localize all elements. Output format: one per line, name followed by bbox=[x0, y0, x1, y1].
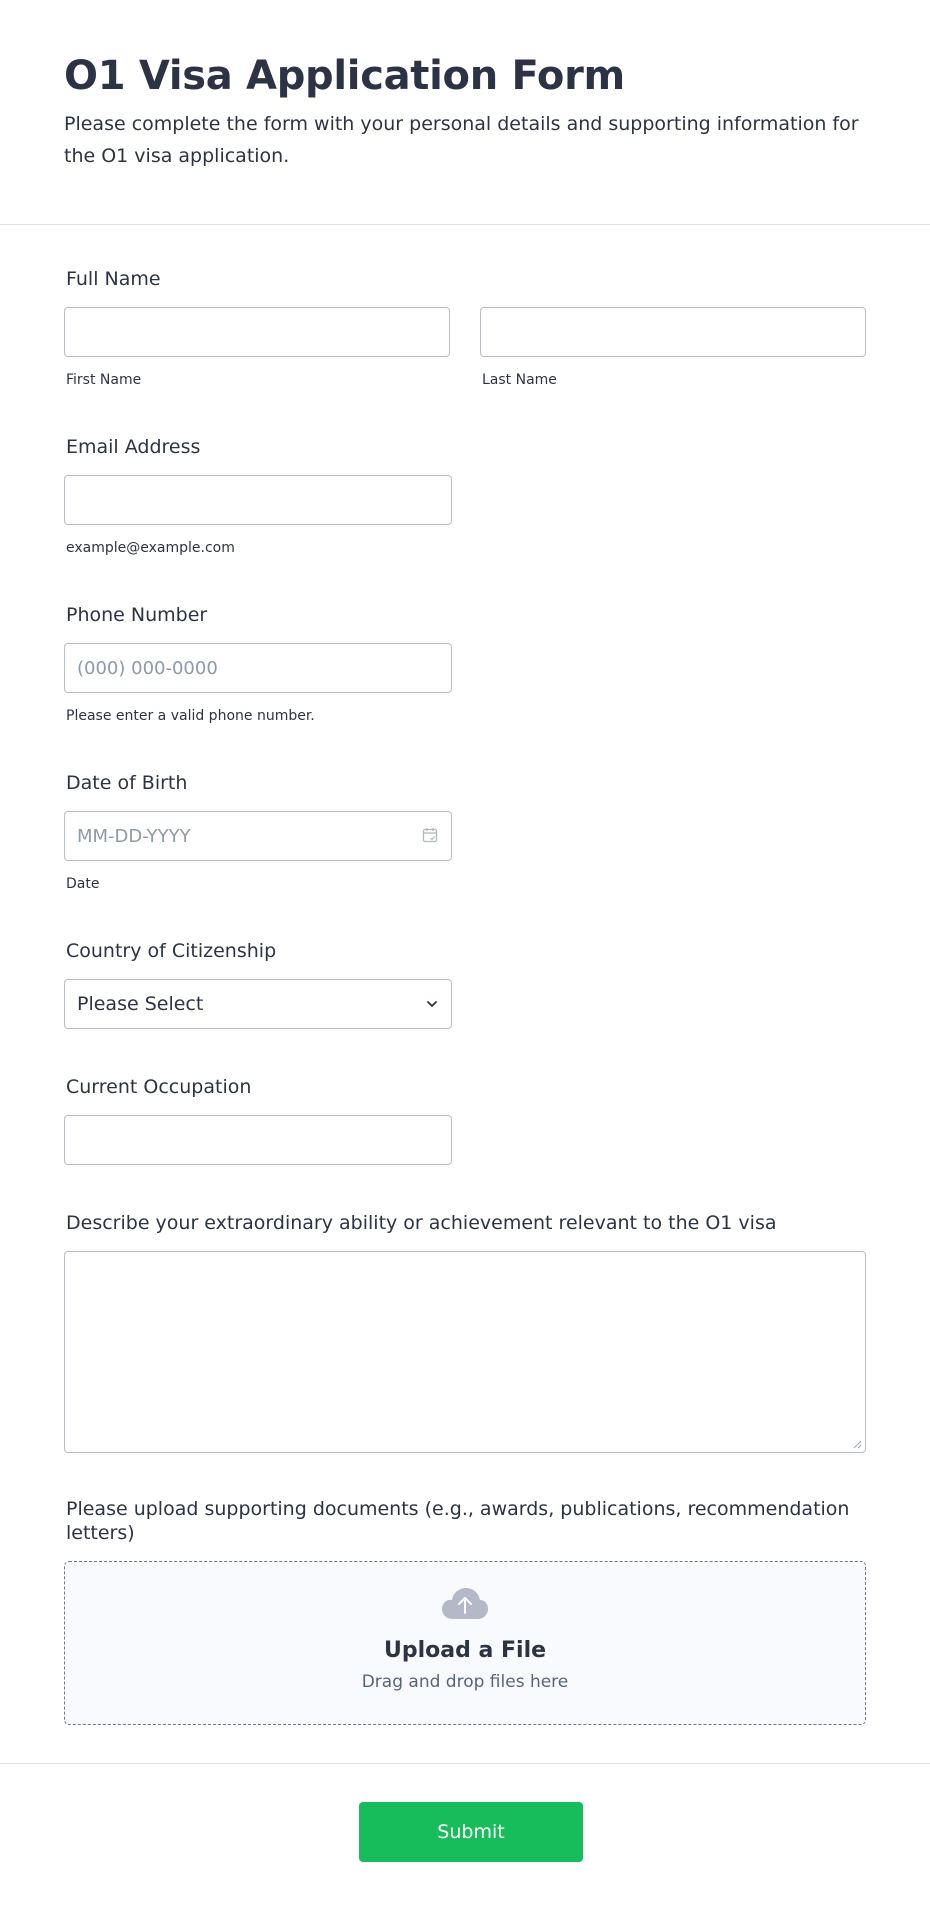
resize-handle-icon[interactable] bbox=[852, 1439, 862, 1449]
first-name-input[interactable] bbox=[64, 307, 450, 357]
ability-textarea-wrapper bbox=[64, 1251, 866, 1453]
email-field bbox=[64, 433, 866, 557]
full-name-label: Full Name bbox=[66, 268, 161, 290]
upload-field bbox=[64, 1497, 866, 1725]
occupation-input[interactable] bbox=[64, 1115, 452, 1165]
email-sublabel: example@example.com bbox=[66, 540, 235, 556]
dob-field bbox=[64, 769, 866, 893]
last-name-sublabel: Last Name bbox=[482, 372, 557, 388]
ability-textarea[interactable] bbox=[64, 1251, 866, 1453]
upload-label: Please upload supporting documents (e.g., awards, publications, recommendation letters) bbox=[66, 1498, 850, 1544]
calendar-icon[interactable] bbox=[422, 827, 438, 843]
ability-label: Describe your extraordinary ability or achievement relevant to the O1 visa bbox=[66, 1212, 777, 1234]
form-body bbox=[0, 225, 930, 1725]
form-header bbox=[0, 0, 930, 225]
upload-title: Upload a File bbox=[383, 1638, 547, 1663]
form-footer bbox=[0, 1763, 930, 1912]
dob-label: Date of Birth bbox=[66, 772, 188, 794]
phone-input[interactable] bbox=[64, 643, 452, 693]
page-title: O1 Visa Application Form bbox=[64, 53, 625, 99]
dob-input[interactable] bbox=[64, 811, 452, 861]
phone-label: Phone Number bbox=[66, 604, 208, 626]
first-name-column bbox=[64, 307, 450, 389]
phone-sublabel: Please enter a valid phone number. bbox=[66, 708, 315, 724]
cloud-upload-icon bbox=[440, 1586, 490, 1622]
page-subtitle: Please complete the form with your personal details and supporting information for the O1 visa application. bbox=[64, 113, 859, 167]
phone-field bbox=[64, 601, 866, 725]
email-input[interactable] bbox=[64, 475, 452, 525]
full-name-row bbox=[64, 307, 866, 389]
last-name-input[interactable] bbox=[480, 307, 866, 357]
last-name-column bbox=[480, 307, 866, 389]
first-name-sublabel: First Name bbox=[66, 372, 142, 388]
email-label: Email Address bbox=[66, 436, 201, 458]
file-dropzone[interactable] bbox=[64, 1561, 866, 1725]
country-select-value: Please Select bbox=[77, 993, 204, 1015]
chevron-down-icon bbox=[425, 997, 439, 1011]
submit-button[interactable]: Submit bbox=[359, 1802, 583, 1862]
occupation-label: Current Occupation bbox=[66, 1076, 252, 1098]
full-name-field bbox=[64, 265, 866, 389]
upload-hint: Drag and drop files here bbox=[361, 1672, 569, 1692]
country-select[interactable] bbox=[64, 979, 452, 1029]
occupation-field bbox=[64, 1073, 866, 1165]
country-label: Country of Citizenship bbox=[66, 940, 277, 962]
dob-sublabel: Date bbox=[66, 876, 100, 892]
country-field bbox=[64, 937, 866, 1029]
ability-field bbox=[64, 1209, 866, 1453]
dob-input-wrapper bbox=[64, 811, 452, 861]
